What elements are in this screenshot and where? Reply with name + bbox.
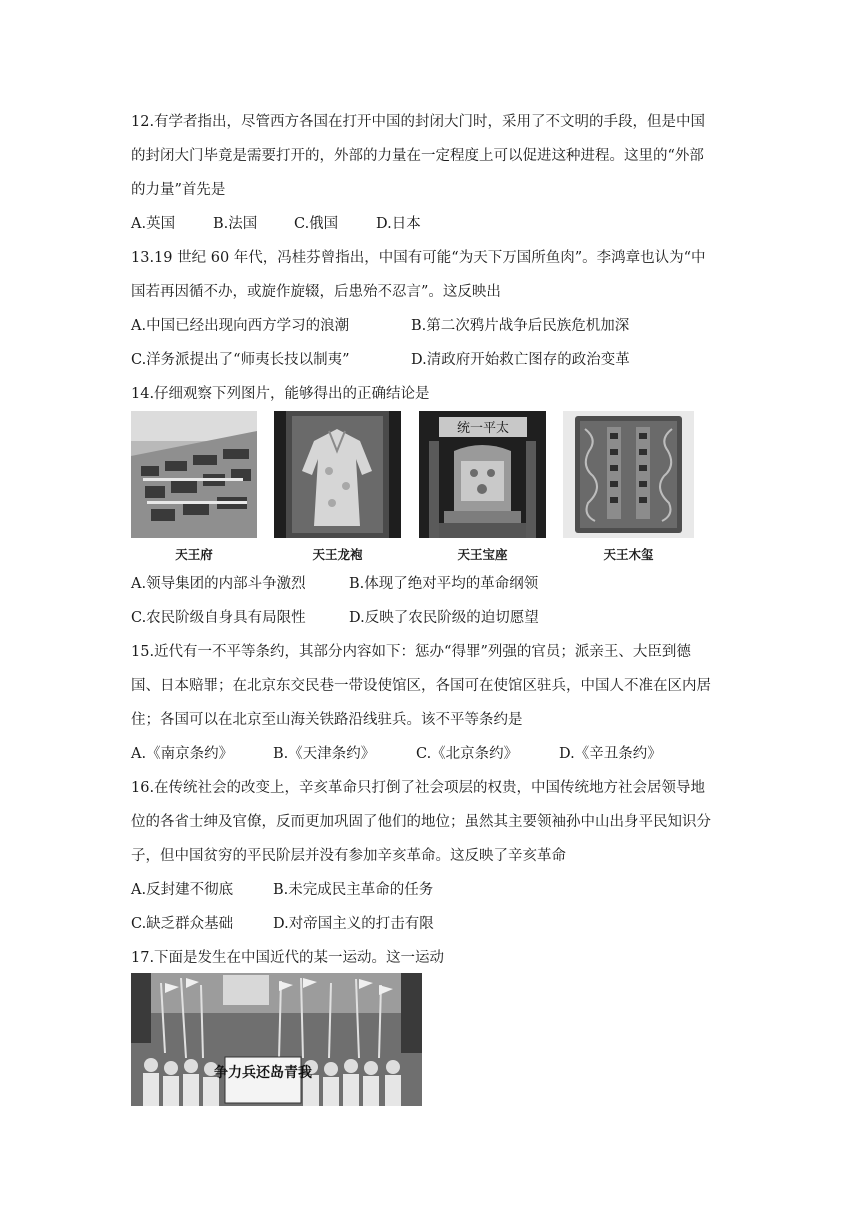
q15-stem-line-3: 住；各国可以在北京至山海关铁路沿线驻兵。该不平等条约是 [131,712,523,728]
q14-option-c[interactable]: C.农民阶级自身具有局限性 [131,610,306,626]
palace-model-photo-icon [131,411,257,538]
q15-option-c[interactable]: C.《北京条约》 [416,746,519,762]
q13-option-a[interactable]: A.中国已经出现向西方学习的浪潮 [131,318,350,334]
q15-option-a[interactable]: A.《南京条约》 [131,746,234,762]
q16-option-c[interactable]: C.缺乏群众基础 [131,916,234,932]
q13-option-c[interactable]: C.洋务派提出了“师夷长技以制夷” [131,352,350,368]
q17-stem: 17.下面是发生在中国近代的某一运动。这一运动 [131,950,445,966]
photo-caption-robe: 天王龙袍 [312,547,363,562]
q14-option-d[interactable]: D.反映了农民阶级的迫切愿望 [349,610,539,626]
q15-stem-line-1: 15.近代有一不平等条约，其部分内容如下：惩办“得罪”列强的官员；派亲王、大臣到德 [131,644,691,660]
q14-option-a[interactable]: A.领导集团的内部斗争激烈 [131,576,306,592]
q14-stem: 14.仔细观察下列图片，能够得出的正确结论是 [131,386,430,402]
dragon-robe-photo-icon [274,411,401,538]
q12-option-d[interactable]: D.日本 [376,216,421,232]
photo-caption-palace: 天王府 [175,547,213,562]
photo-caption-seal: 天王木玺 [603,547,654,562]
q13-option-b[interactable]: B.第二次鸦片战争后民族危机加深 [411,318,630,334]
photo-caption-throne: 天王宝座 [457,547,508,562]
q15-option-d[interactable]: D.《辛丑条约》 [559,746,662,762]
q16-option-d[interactable]: D.对帝国主义的打击有限 [273,916,434,932]
q13-option-d[interactable]: D.清政府开始救亡图存的政治变革 [411,352,630,368]
q14-option-b[interactable]: B.体现了绝对平均的革命纲领 [349,576,539,592]
q16-option-a[interactable]: A.反封建不彻底 [131,882,234,898]
q12-option-b[interactable]: B.法国 [213,216,258,232]
q12-option-c[interactable]: C.俄国 [294,216,339,232]
q13-stem-line-1: 13.19 世纪 60 年代，冯桂芬曾指出，中国有可能“为天下万国所鱼肉”。李鸿章也认为“中 [131,250,706,266]
protest-banner-text: 争力兵还岛青我 [214,1065,312,1081]
q16-stem-line-1: 16.在传统社会的改变上，辛亥革命只打倒了社会项层的权贵，中国传统地方社会居领导地 [131,780,706,796]
q12-stem-line-1: 12.有学者指出，尽管西方各国在打开中国的封闭大门时，采用了不文明的手段，但是中国 [131,114,706,130]
q15-stem-line-2: 国、日本赔罪；在北京东交民巷一带设使馆区，各国可在使馆区驻兵，中国人不准在区内居 [131,678,711,694]
q16-stem-line-3: 子，但中国贫穷的平民阶层并没有参加辛亥革命。这反映了辛亥革命 [131,848,566,864]
throne-plaque-text: 统一平太 [456,421,510,436]
q16-stem-line-2: 位的各省士绅及官僚，反而更加巩固了他们的地位；虽然其主要领袖孙中山出身平民知识分 [131,814,711,830]
q12-stem-line-3: 的力量”首先是 [131,182,226,198]
q12-stem-line-2: 的封闭大门毕竟是需要打开的，外部的力量在一定程度上可以促进这种进程。这里的“外部 [131,148,704,164]
q16-option-b[interactable]: B.未完成民主革命的任务 [273,882,434,898]
q12-option-a[interactable]: A.英国 [131,216,176,232]
throne-photo-icon [419,411,546,538]
protest-march-photo-icon [131,973,422,1106]
q13-stem-line-2: 国若再因循不办，或旋作旋辍，后患殆不忍言”。这反映出 [131,284,501,300]
q15-option-b[interactable]: B.《天津条约》 [273,746,376,762]
wooden-seal-photo-icon [563,411,694,538]
